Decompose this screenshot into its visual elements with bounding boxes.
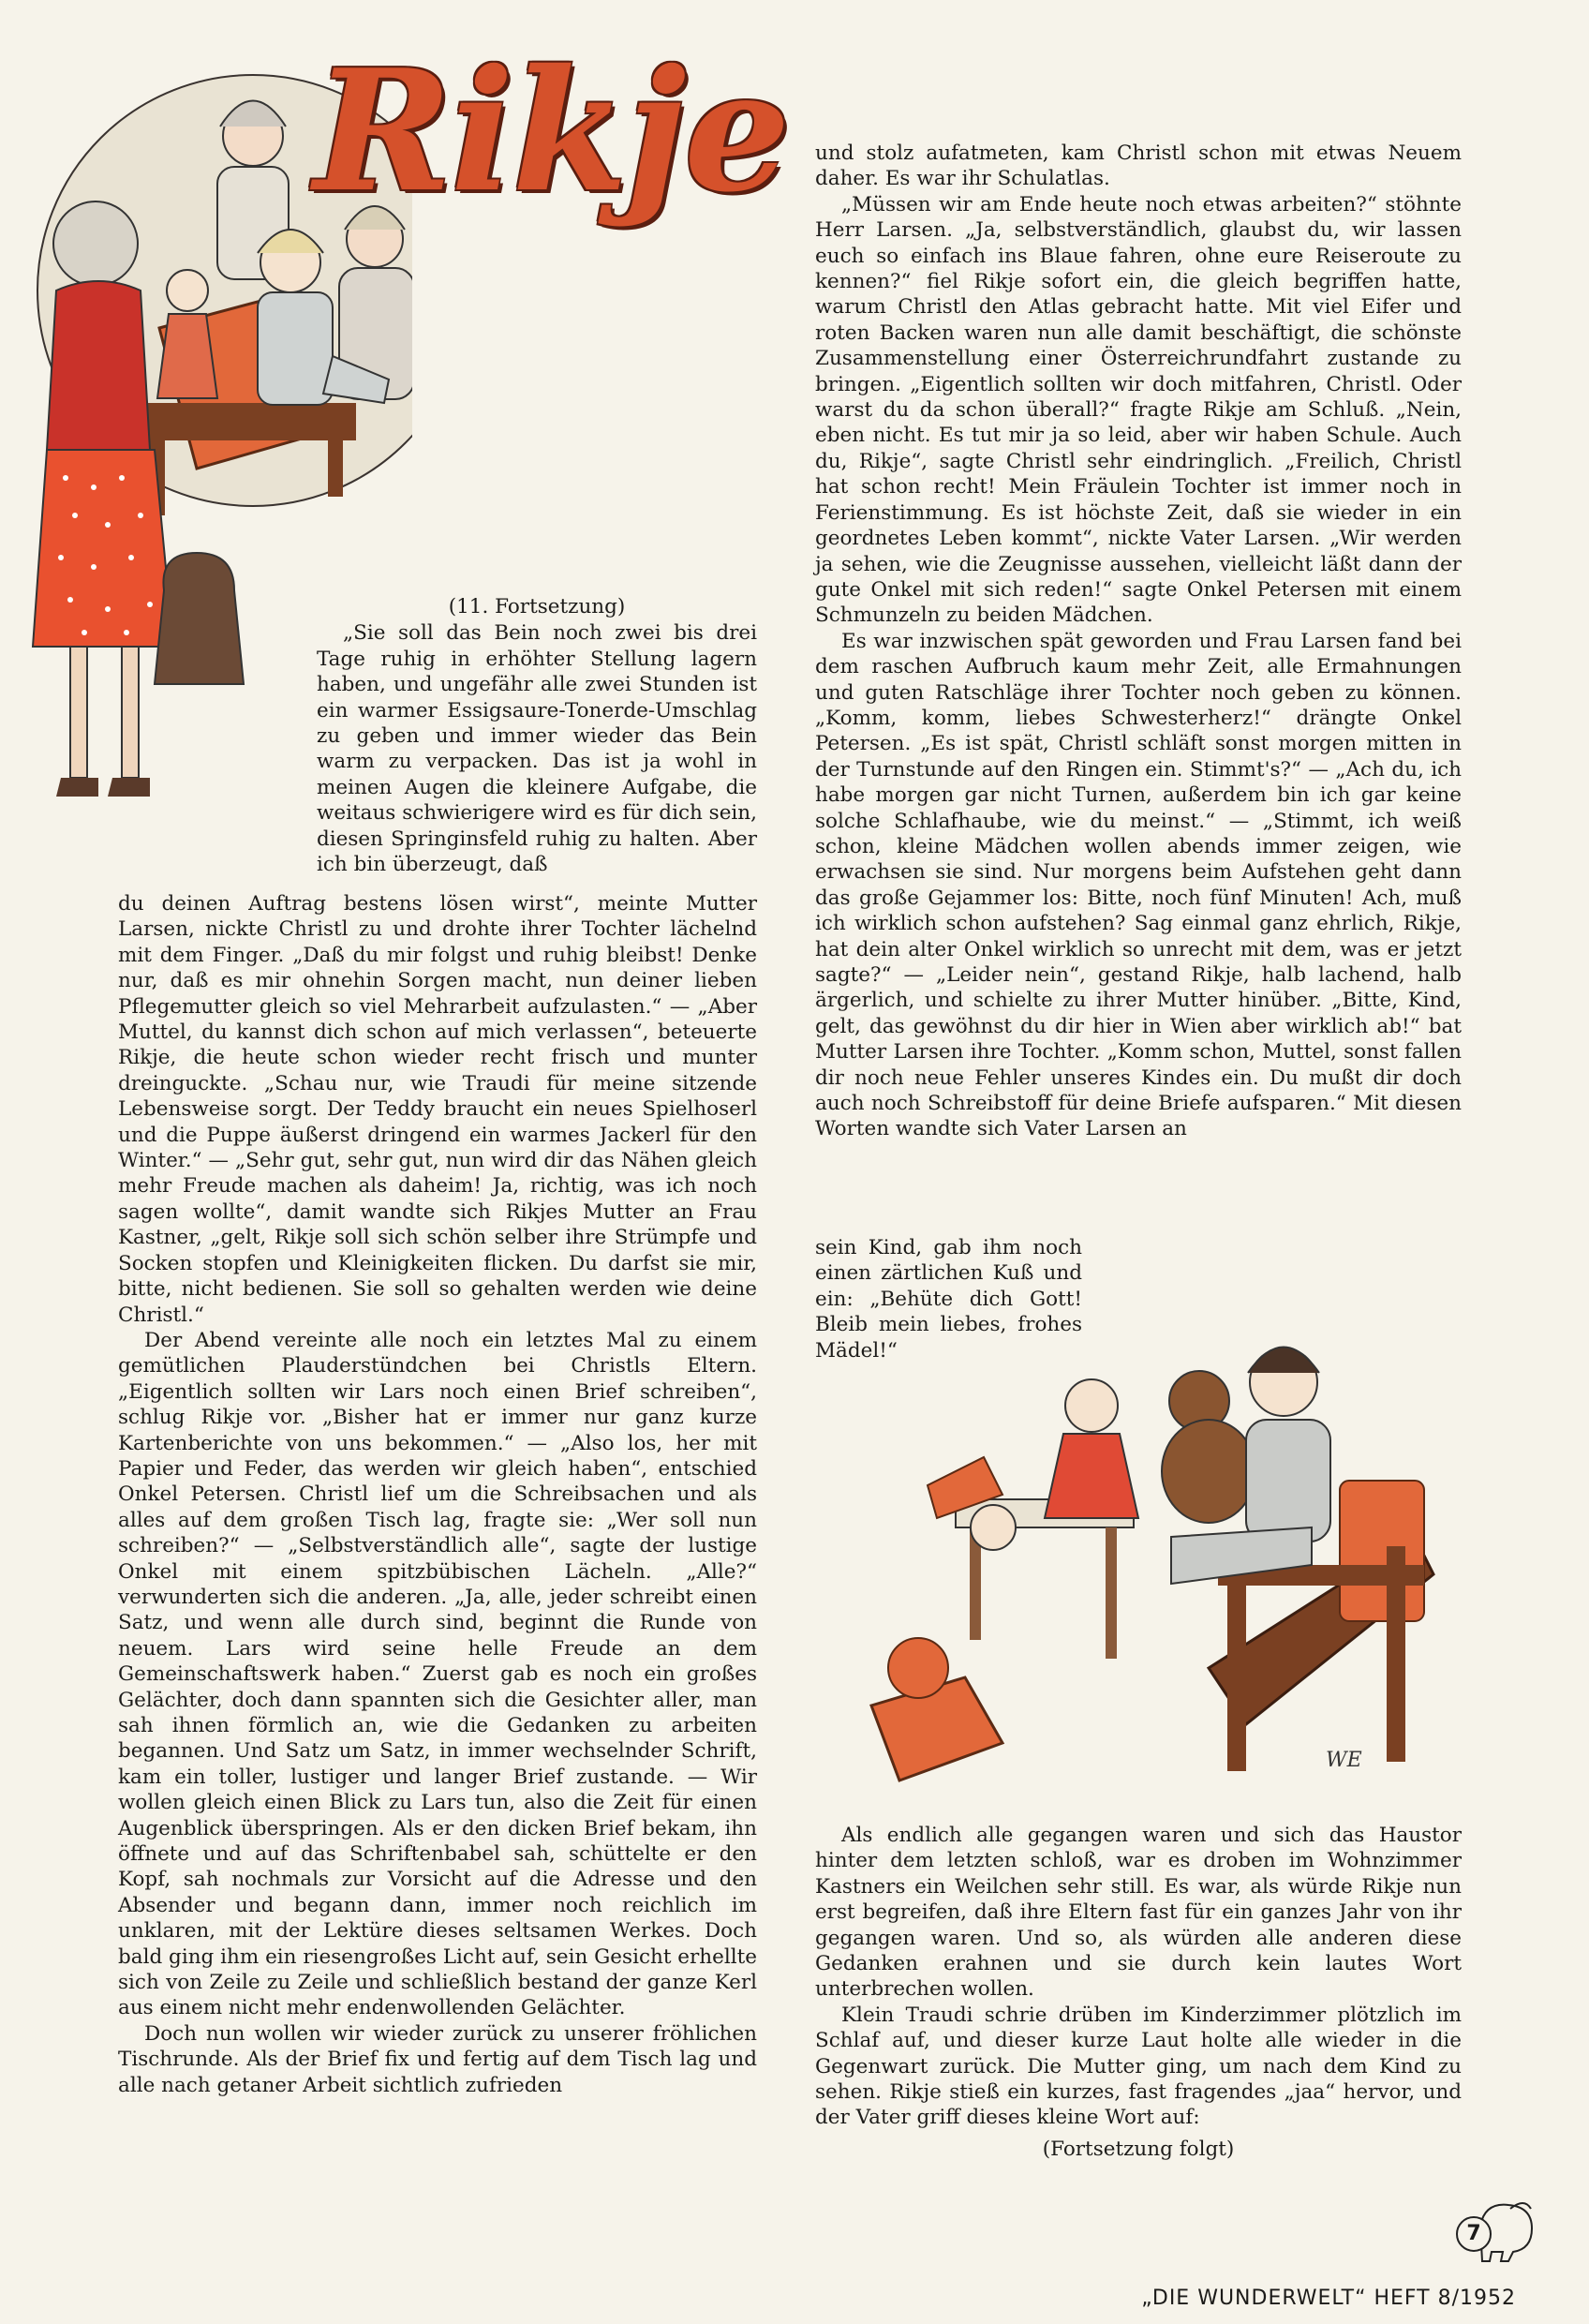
page-number: 7 <box>1456 2216 1492 2252</box>
page-number-mark <box>1452 2197 1537 2263</box>
paragraph: Als endlich alle gegangen waren und sich das Haustor hinter dem letzten schloß, war es droben im Wohnzimmer Kastners ein Weilchen sehr still. Es war, als würde Rikje nun erst begreifen, daß ihre Eltern fast für ein ganzes Jahr von ihr gegangen waren. Und so, als würden alle anderen diese Gedanken erahnen und sie durch kein lautes Wort unterbrechen wollen. <box>815 1824 1462 2002</box>
story-title: Rikje <box>314 33 789 229</box>
left-column <box>118 891 757 2098</box>
artist-signature: WE <box>1326 1749 1362 1772</box>
right-column-bottom <box>815 1823 1462 2162</box>
girls-with-toys-illustration <box>815 1331 1462 1804</box>
paragraph: „Sie soll das Bein noch zwei bis drei Tage ruhig in erhöhter Stellung lagern haben, und ungefähr alle zwei Stunden ist ein warmer Essigsaure-Tonerde-Umschlag zu geben und immer wieder das Bein warm zu verpacken. Das ist ja wohl in meinen Augen die kleinere Aufgabe, die weitaus schwierigere wird es für dich sein, diesen Springinsfeld ruhig zu halten. Aber ich bin überzeugt, daß <box>317 621 757 877</box>
to-be-continued-label: (Fortsetzung folgt) <box>1042 2137 1235 2161</box>
paragraph: und stolz aufatmeten, kam Christl schon mit etwas Neuem daher. Es war ihr Schulatlas. <box>815 142 1462 191</box>
paragraph: Klein Traudi schrie drüben im Kinderzimmer plötzlich im Schlaf auf, und dieser kurze Laut holte alle wieder in die Gegenwart zurück. Die Mutter ging, um nach dem Kind zu sehen. Rikje stieß ein kurzes, fast fragendes „jaa“ hervor, und der Vater griff dieses kleine Wort auf: <box>815 2003 1462 2130</box>
paragraph: sein Kind, gab ihm noch einen zärtlichen Kuß und ein: „Behüte dich Gott! Bleib mein liebes, frohes Mädel!“ <box>815 1236 1082 1363</box>
left-column-wrap <box>317 594 757 877</box>
paragraph: du deinen Auftrag bestens lösen wirst“, meinte Mutter Larsen, nickte Christl zu und drohte ihrer Tochter lächelnd mit dem Finger. „Daß du mir folgst und ruhig bleibst! Denke nur, daß es mir ohnehin Sorgen macht, nun deiner lieben Pflegemutter gleich so viel Mehrarbeit aufzulasten.“ — „Aber Muttel, du kannst dich schon auf mich verlassen“, beteuerte Rikje, die heute schon wieder recht frisch und munter dreinguckte. „Schau nur, wie Traudi für meine sitzende Lebensweise sorgt. Der Teddy braucht ein neues Spielhoserl und die Puppe äußerst dringend ein warmes Jackerl für den Winter.“ — „Sehr gut, sehr gut, nun wird dir das Nähen gleich mehr Freude machen als daheim! Ja, richtig, was ich noch sagen wollte“, damit wandte sich Rikjes Mutter an Frau Kastner, „gelt, Rikje soll sich schön selber ihre Strümpfe und Socken stopfen und Kleinigkeiten flicken. Du darfst sie mir, bitte, nicht bedienen. Sie soll so gehalten werden wie deine Christl.“ <box>118 892 757 1327</box>
paragraph: Der Abend vereinte alle noch ein letztes Mal zu einem gemütlichen Plauderstündchen bei Christls Eltern. „Eigentlich sollten wir Lars noch einen Brief schreiben“, schlug Rikje vor. „Bisher hat er immer nur ganz kurze Kartenberichte von uns bekommen.“ — „Also los, her mit Papier und Feder, das werden wir gleich haben“, entschied Onkel Petersen. Christl lief um die Schreibsachen und als alles auf dem großen Tisch lag, fragte sie: „Wer soll nun schreiben?“ — „Selbstverständlich alle“, sagte der lustige Onkel mit einem spitzbübischen Lächeln. „Alle?“ verwunderten sich die anderen. „Ja, alle, jeder schreibt einen Satz, und wenn alle durch sind, beginnt die Runde von neuem. Lars wird seine helle Freude an dem Gemeinschaftswerk haben.“ Zuerst gab es noch ein großes Gelächter, doch dann spannten sich die Gesichter aller, man sah ihnen förmlich an, wie die Gedanken zu arbeiten begannen. Und Satz um Satz, in immer wechselnder Schrift, kam ein toller, lustiger und langer Brief zustande. — Wir wollen gleich einen Blick zu Lars tun, also die Zeit für einen Augenblick überspringen. Als er den dicken Brief bekam, ihn öffnete und auf das Schriftenbabel sah, schüttelte er den Kopf, sah nochmals zur Vorsicht auf die Adresse und den Absender und begann dann, immer noch reichlich im unklaren, mit der Lektüre dieses seltsamen Werkes. Doch bald ging ihm ein riesengroßes Licht auf, sein Gesicht erhellte sich von Zeile zu Zeile und schließlich bestand der ganze Kerl aus einem nicht mehr endenwollenden Gelächter. <box>118 1328 757 2020</box>
magazine-footer: „DIE WUNDERWELT“ HEFT 8/1952 <box>1141 2287 1516 2310</box>
continuation-label: (11. Fortsetzung) <box>448 595 626 618</box>
right-column-top <box>815 141 1462 1142</box>
paragraph: Es war inzwischen spät geworden und Frau Larsen fand bei dem raschen Aufbruch kaum mehr Zeit, alle Ermahnungen und guten Ratschläge ihrer Tochter noch geben zu können. „Komm, komm, liebes Schwesterherz!“ drängte Onkel Petersen. „Es ist spät, Christl schläft sonst morgen mitten in der Turnstunde auf den Ringen ein. Stimmt's?“ — „Ach du, ich habe morgen gar nicht Turnen, außerdem bin ich gar keine solche Schlafhaube, wie du meinst.“ — „Stimmt, ich weiß schon, kleine Mädchen wollen abends immer zeigen, wie erwachsen sie sind. Nur morgens beim Aufstehen geht dann das große Gejammer los: Bitte, noch fünf Minuten! Ach, muß ich wirklich schon aufstehen? Sag einmal ganz ehrlich, Rikje, hat dein alter Onkel wirklich so unrecht mit dem, was er jetzt sagte?“ — „Leider nein“, gestand Rikje, halb lachend, halb ärgerlich, und schielte zu ihrer Mutter hinüber. „Bitte, Kind, gelt, das gewöhnst du dir hier in Wien aber wirklich ab!“ bat Mutter Larsen ihre Tochter. „Komm schon, Muttel, sonst fallen dir noch neue Fehler unseres Kindes ein. Du mußt dir doch auch noch Schreibstoff für deine Briefe aufsparen.“ Mit diesen Worten wandte sich Vater Larsen an <box>815 629 1462 1141</box>
paragraph: Doch nun wollen wir wieder zurück zu unserer fröhlichen Tischrunde. Als der Brief fix und fertig auf dem Tisch lag und alle nach getaner Arbeit sichtlich zufrieden <box>118 2021 757 2097</box>
paragraph: „Müssen wir am Ende heute noch etwas arbeiten?“ stöhnte Herr Larsen. „Ja, selbstverständlich, glaubst du, wir lassen euch so einfach ins Blaue fahren, ohne eure Reiseroute zu kennen?“ fiel Rikje sofort ein, die gleich begriffen hatte, warum Christl den Atlas gebracht hatte. Mit viel Eifer und roten Backen waren nun alle damit beschäftigt, die schönste Zusammenstellung einer Österreichrundfahrt zustande zu bringen. „Eigentlich sollten wir doch mitfahren, Christl. Oder warst du da schon überall?“ fragte Rikje am Schluß. „Nein, eben nicht. Es tut mir ja so leid, aber wir haben Schule. Auch du, Rikje“, sagte Christl sehr eindringlich. „Freilich, Christl hat schon recht! Mein Fräulein Tochter ist immer noch in Ferienstimmung. Es ist höchste Zeit, daß sie wieder in ein geordnetes Leben kommt“, nickte Vater Larsen. „Wir werden ja sehen, wie die Zeugnisse aussehen, vielleicht läßt dann der gute Onkel mit sich reden!“ sagte Onkel Petersen mit einem Schmunzeln zu beiden Mädchen. <box>815 192 1462 628</box>
